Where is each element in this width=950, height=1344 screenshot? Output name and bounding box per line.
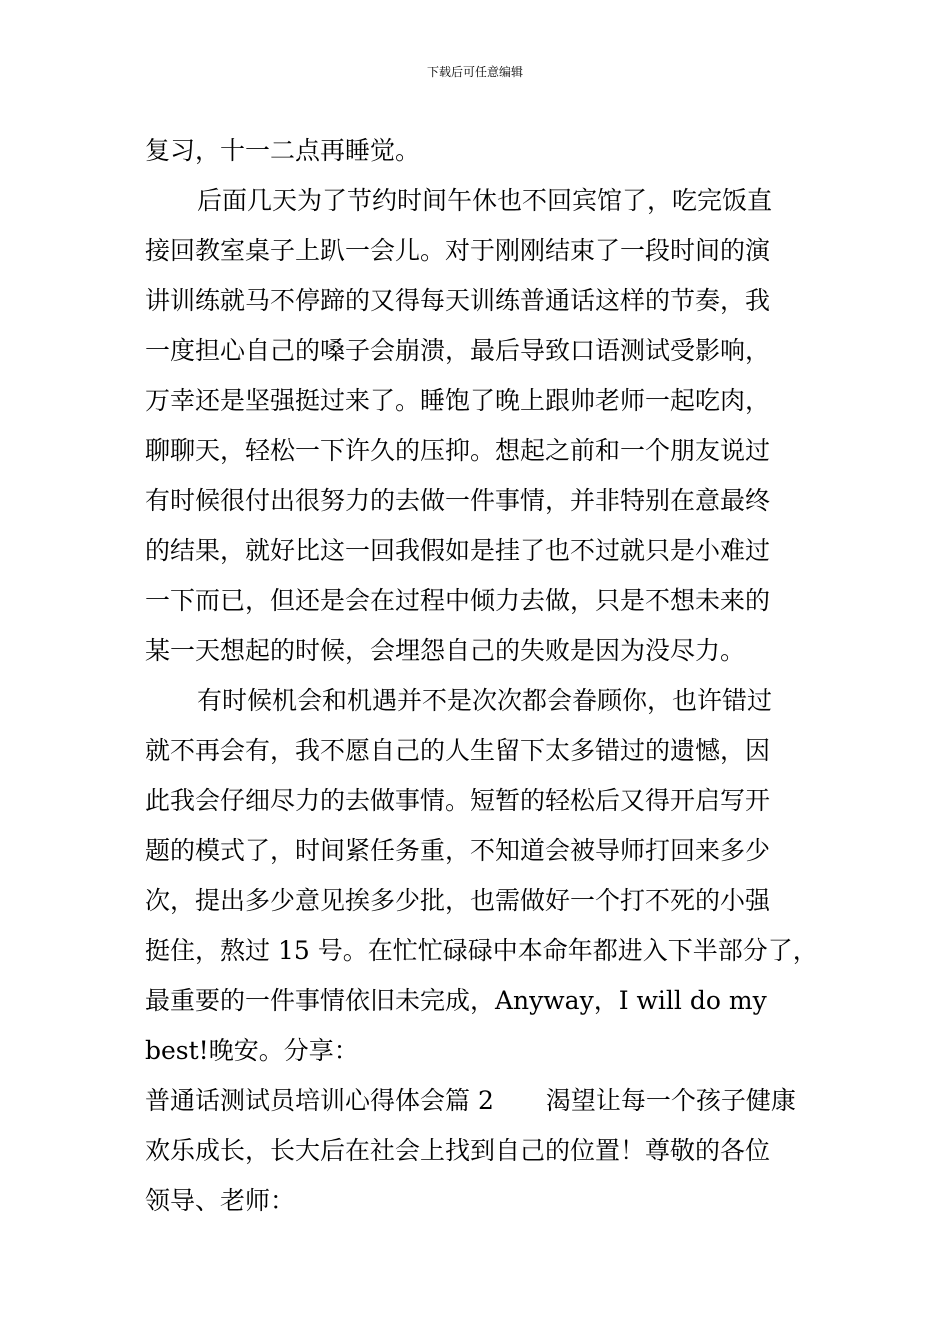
text-line: 后面几天为了节约时间午休也不回宾馆了，吃完饭直 <box>197 186 773 215</box>
section-heading: 普通话测试员培训心得体会篇 2 <box>145 1086 494 1115</box>
text-line: 一下而已，但还是会在过程中倾力去做，只是不想未来的 <box>145 586 771 615</box>
section-heading-tail: 渴望让每一个孩子健康 <box>545 1086 796 1115</box>
text-line: 次，提出多少意见挨多少批，也需做好一个打不死的小强 <box>145 886 771 915</box>
text-line: 领导、老师： <box>145 1186 296 1215</box>
text-line: 讲训练就马不停蹄的又得每天训练普通话这样的节奏，我 <box>145 286 771 315</box>
text-line: 的结果，就好比这一回我假如是挂了也不过就只是小难过 <box>145 536 771 565</box>
text-line: 聊聊天，轻松一下许久的压抑。想起之前和一个朋友说过 <box>145 436 771 465</box>
text-line: 万幸还是坚强挺过来了。睡饱了晚上跟帅老师一起吃肉， <box>145 386 771 415</box>
text-line: 某一天想起的时候，会埋怨自己的失败是因为没尽力。 <box>145 636 746 665</box>
text-line: 一度担心自己的嗓子会崩溃，最后导致口语测试受影响， <box>145 336 771 365</box>
text-line: 此我会仔细尽力的去做事情。短暂的轻松后又得开启写开 <box>145 786 771 815</box>
text-line: 欢乐成长，长大后在社会上找到自己的位置！尊敬的各位 <box>145 1136 771 1165</box>
text-line: 就不再会有，我不愿自己的人生留下太多错过的遗憾，因 <box>145 736 771 765</box>
text-line: best!晚安。分享： <box>145 1036 359 1065</box>
document-body <box>145 126 818 1226</box>
text-line: 挺住，熬过 15 号。在忙忙碌碌中本命年都进入下半部分了， <box>145 936 818 965</box>
text-line: 题的模式了，时间紧任务重，不知道会被导师打回来多少 <box>145 836 771 865</box>
text-line: 有时候很付出很努力的去做一件事情，并非特别在意最终 <box>145 486 771 515</box>
text-line: 复习，十一二点再睡觉。 <box>145 136 421 165</box>
text-line: 有时候机会和机遇并不是次次都会眷顾你，也许错过 <box>197 686 773 715</box>
page-header: 下载后可任意编辑 <box>426 65 523 79</box>
text-line: 接回教室桌子上趴一会儿。对于刚刚结束了一段时间的演 <box>145 236 771 265</box>
section-heading-line <box>145 1076 810 1126</box>
text-line: 最重要的一件事情依旧未完成，Anyway，I will do my <box>145 986 767 1015</box>
